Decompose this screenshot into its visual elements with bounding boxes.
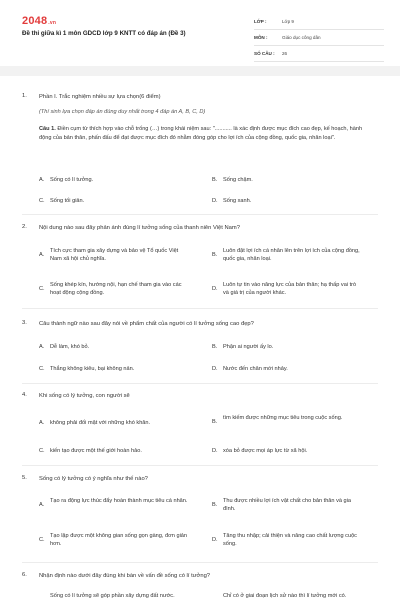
option-text: Sống tối giản. — [50, 198, 85, 204]
option-text: Sống có lí tưởng. — [50, 177, 94, 183]
option-text: kiến tạo được một thế giới hoàn hảo. — [50, 448, 142, 454]
question-divider — [22, 465, 378, 466]
question-divider — [22, 562, 378, 563]
option-letter: D. — [212, 198, 218, 204]
question-1-text — [39, 125, 374, 143]
question-text: Nội dung nào sau đây phản ánh đúng lí tưởng sống của thanh niên Việt Nam? — [39, 225, 240, 231]
question-number: 2. — [22, 224, 27, 230]
meta-value: Giáo dục công dân — [282, 35, 321, 40]
option-letter: D. — [212, 448, 218, 454]
option-letter: C. — [39, 286, 45, 292]
option-text: Luôn đặt lợi ích cá nhân lên trên lợi ích của cộng đồng, quốc gia, nhân loại. — [223, 248, 360, 262]
option-text: Sống khép kín, hướng nội, hạn chế tham gia vào các hoạt động cộng đồng. — [50, 282, 182, 296]
meta-table — [254, 14, 384, 62]
logo-text: 2048 — [22, 15, 48, 27]
logo-suffix: .vn — [48, 20, 57, 26]
meta-label: LỚP : — [254, 19, 267, 24]
option-text: Luôn tự tin vào năng lực của bản thân; hạ thấp vai trò và giá trị của người khác. — [223, 282, 357, 296]
option-text: Phận ai người ấy lo. — [223, 344, 274, 350]
option-text: Tăng thu nhập; cải thiện và nâng cao chất lượng cuộc sống. — [223, 533, 357, 547]
option-text: xóa bỏ được mọi áp lực từ xã hội. — [223, 448, 308, 454]
meta-value: Lớp 9 — [282, 19, 294, 24]
site-logo[interactable] — [22, 15, 56, 27]
option-letter: D. — [212, 366, 218, 372]
option-letter: B. — [212, 252, 218, 258]
meta-row-count — [254, 46, 384, 62]
option-letter: B. — [212, 344, 218, 350]
question-number: 1. — [22, 93, 27, 99]
option-letter: C. — [39, 366, 45, 372]
option-letter: B. — [212, 177, 218, 183]
question-number: 3. — [22, 320, 27, 326]
option-text: Dễ làm, khó bỏ. — [50, 344, 90, 350]
question-divider — [22, 383, 378, 384]
option-letter: B. — [212, 419, 218, 425]
meta-label: MÔN : — [254, 35, 268, 40]
option-text: Thu được nhiều lợi ích vật chất cho bản thân và gia đình. — [223, 498, 352, 512]
question-text: Sống có lý tưởng có ý nghĩa như thế nào? — [39, 476, 148, 482]
section-instruction: (Thí sinh lựa chọn đáp án đúng duy nhất trong 4 đáp án A, B, C, D) — [39, 109, 206, 115]
question-number: 6. — [22, 572, 27, 578]
question-text: Khi sống có lý tưởng, con người sẽ — [39, 393, 130, 399]
option-text: Tạo lập được một không gian sống gọn gàng, đơn giản hơn. — [50, 533, 188, 547]
option-text: Nước đến chân mới nhảy. — [223, 366, 288, 372]
option-text: Chỉ có ở giai đoạn lịch sử nào thì lí tưởng mới có. — [223, 593, 347, 599]
question-divider — [22, 308, 378, 309]
option-letter: D. — [212, 537, 218, 543]
option-letter: C. — [39, 448, 45, 454]
option-letter: A. — [39, 420, 45, 426]
option-text: Sống chậm. — [223, 177, 253, 183]
question-1-label: Câu 1. — [39, 126, 56, 132]
section-divider — [0, 66, 400, 76]
question-text: Nhận định nào dưới đây đúng khi bàn về vấn đề sống có lí tưởng? — [39, 573, 211, 579]
question-number: 5. — [22, 475, 27, 481]
meta-row-class — [254, 14, 384, 30]
option-text: không phải đối mặt với những khó khăn. — [50, 420, 151, 426]
question-divider — [22, 214, 378, 215]
option-letter: A. — [39, 252, 45, 258]
option-letter: B. — [212, 502, 218, 508]
option-text: Sống xanh. — [223, 198, 252, 204]
option-letter: D. — [212, 286, 218, 292]
option-letter: A. — [39, 344, 45, 350]
option-letter: C. — [39, 198, 45, 204]
option-text: Tích cực tham gia xây dựng và bảo vệ Tổ quốc Việt Nam xã hội chủ nghĩa. — [50, 248, 179, 262]
question-1-body: Điền cụm từ thích hợp vào chỗ trống (…) trong khái niệm sau: "........... là xác định được mục đích cao đẹp, kế hoạch, hành động của bản thân, phấn đấu để đạt được mục đích đó nhằm đóng góp cho lợi ích của cộng đồng, quốc gia, nhân loại". — [39, 126, 363, 141]
meta-row-subject — [254, 30, 384, 46]
document-title: Đề thi giữa kì 1 môn GDCD lớp 9 KNTT có đáp án (Đề 3) — [22, 30, 186, 37]
page-header — [0, 0, 400, 64]
meta-label: SỐ CÂU : — [254, 51, 275, 56]
question-text: Câu thành ngữ nào sau đây nói về phẩm chất của người có lí tưởng sống cao đẹp? — [39, 321, 254, 327]
option-letter: A. — [39, 177, 45, 183]
option-text: Sống có lí tưởng sẽ góp phần xây dựng đất nước. — [50, 593, 175, 599]
section-title: Phần I. Trắc nghiệm nhiều sự lựa chọn(6 điểm) — [39, 94, 161, 100]
option-text: tìm kiếm được những mục tiêu trong cuộc sống. — [223, 415, 343, 421]
option-letter: A. — [39, 502, 45, 508]
option-letter: C. — [39, 537, 45, 543]
option-text: Tạo ra động lực thúc đẩy hoàn thành mục tiêu cá nhân. — [50, 498, 188, 504]
meta-value: 26 — [282, 51, 288, 56]
question-number: 4. — [22, 392, 27, 398]
option-text: Thắng không kiêu, bại không nản. — [50, 366, 135, 372]
